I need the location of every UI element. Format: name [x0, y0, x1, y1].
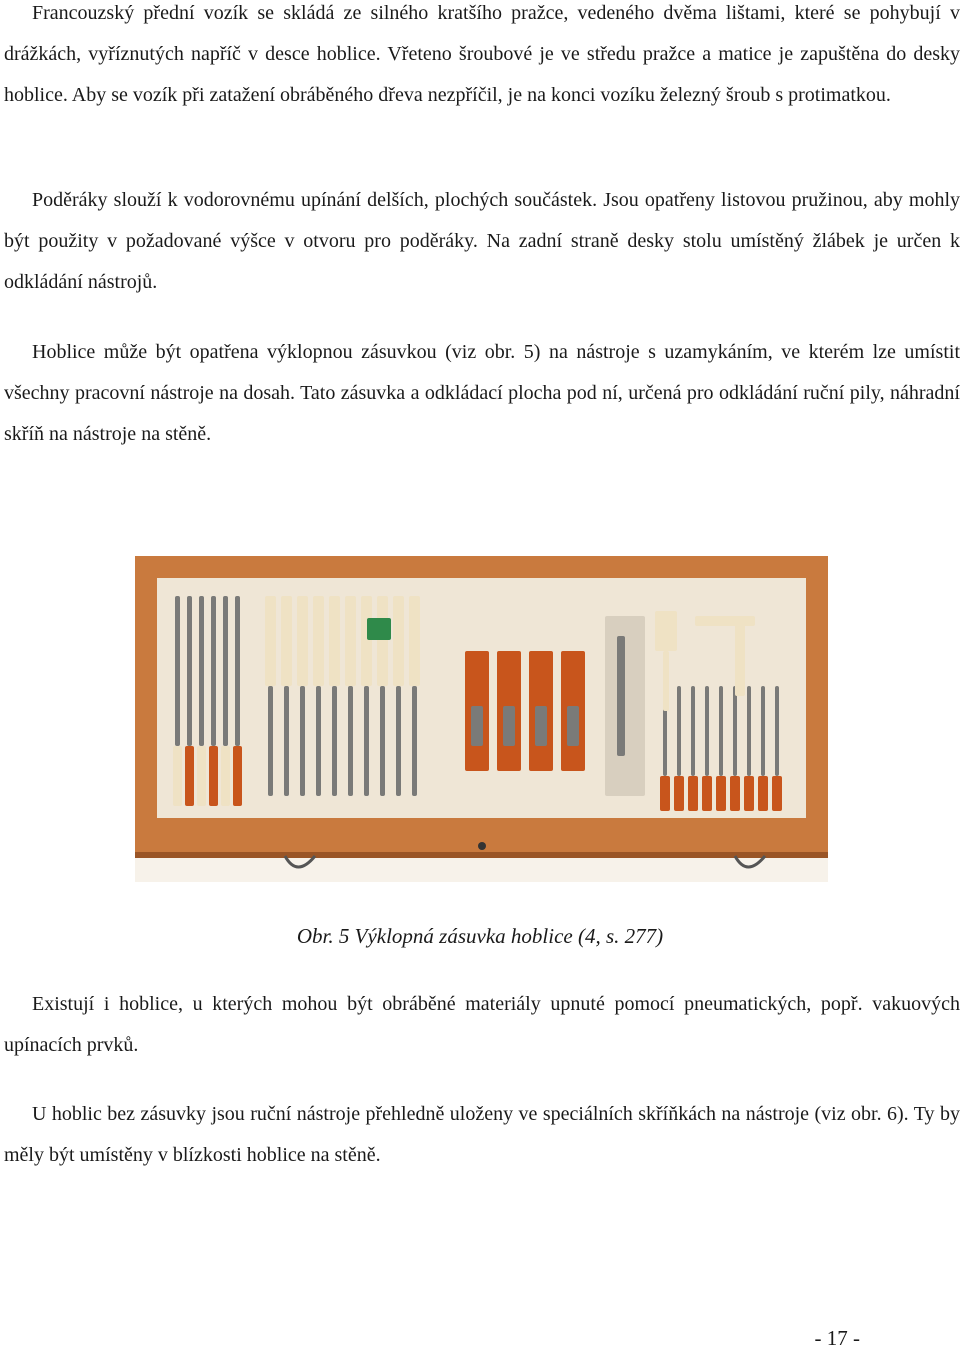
chisel-blade: [396, 686, 401, 796]
chisel-blade: [412, 686, 417, 796]
file-blade: [211, 596, 216, 746]
mallet-head: [655, 611, 677, 651]
screwdriver-shaft: [677, 686, 681, 776]
plane-iron: [535, 706, 547, 746]
screwdriver-handle: [660, 776, 670, 811]
screwdriver-shaft: [775, 686, 779, 776]
figure-tool-drawer-photo: [135, 556, 828, 882]
drawer-frame-right: [806, 556, 828, 856]
chisel-blade: [300, 686, 305, 796]
drawer-front-edge: [135, 852, 828, 858]
paragraph-front-vise: Francouzský přední vozík se skládá ze silného kratšího pražce, vedeného dvěma lištami, které se pohybují v drážkách, vyříznutých napříč v desce hoblice. Vřeteno šroubové je ve středu pražce a matice je zapuštěna do desky hoblice. Aby se vozík při zatažení obráběného dřeva nezpříčil, je na konci vozíku železný šroub s protimatkou.: [4, 2, 960, 106]
file-blade: [235, 596, 240, 746]
screwdriver-handle: [688, 776, 698, 811]
file-handle: [233, 746, 242, 806]
file-handle: [209, 746, 218, 806]
file-handle: [185, 746, 194, 806]
drawer-lock: [478, 842, 486, 850]
file-blade: [187, 596, 192, 746]
file-blade: [199, 596, 204, 746]
screwdriver-shaft: [733, 686, 737, 776]
chisel-handle: [409, 596, 420, 686]
file-handle: [221, 746, 230, 806]
figure-caption: Obr. 5 Výklopná zásuvka hoblice (4, s. 277): [296, 924, 664, 948]
marking-gauge: [617, 636, 625, 756]
plane-iron: [503, 706, 515, 746]
chisel-blade: [284, 686, 289, 796]
chisel-handle: [297, 596, 308, 686]
screwdriver-handle: [702, 776, 712, 811]
chisel-handle: [329, 596, 340, 686]
screwdriver-shaft: [719, 686, 723, 776]
chisel-blade: [380, 686, 385, 796]
file-blade: [223, 596, 228, 746]
screwdriver-shaft: [747, 686, 751, 776]
screwdriver-shaft: [691, 686, 695, 776]
chisel-handle: [345, 596, 356, 686]
screwdriver-handle: [730, 776, 740, 811]
chisel-blade: [348, 686, 353, 796]
drawer-frame-top: [135, 556, 828, 578]
chisel-handle: [313, 596, 324, 686]
chisel-blade: [316, 686, 321, 796]
screwdriver-handle: [772, 776, 782, 811]
chisel-blade: [364, 686, 369, 796]
chisel-handle: [393, 596, 404, 686]
screwdriver-handle: [758, 776, 768, 811]
page-number: - 17 -: [814, 1326, 860, 1350]
file-handle: [197, 746, 206, 806]
try-square-stock: [695, 616, 755, 626]
paragraph-tool-drawer: Hoblice může být opatřena výklopnou zásuvkou (viz obr. 5) na nástroje s uzamykáním, ve kterém lze umístit všechny pracovní nástroje na dosah. Tato zásuvka a odkládací plocha pod ní, určená pro odkládání ruční pily, náhradní skříň na nástroje na stěně.: [4, 341, 960, 445]
chisel-handle: [377, 596, 388, 686]
try-square-blade: [735, 616, 745, 696]
mallet-handle: [663, 651, 669, 711]
file-blade: [175, 596, 180, 746]
chisel-handle: [281, 596, 292, 686]
plane-iron: [567, 706, 579, 746]
chisel-handle: [265, 596, 276, 686]
screwdriver-shaft: [761, 686, 765, 776]
paragraph-bench-dogs: Poděráky slouží k vodorovnému upínání delších, plochých součástek. Jsou opatřeny listovou pružinou, aby mohly být použity v požadované výšce v otvoru pro poděráky. Na zadní straně desky stolu umístěný žlábek je určen k odkládání nástrojů.: [4, 189, 960, 293]
screwdriver-handle: [716, 776, 726, 811]
screwdriver-handle: [744, 776, 754, 811]
chisel-blade: [332, 686, 337, 796]
paragraph-tool-cabinets: U hoblic bez zásuvky jsou ruční nástroje přehledně uloženy ve speciálních skříňkách na nástroje (viz obr. 6). Ty by měly být umístěny v blízkosti hoblice na stěně.: [4, 1103, 960, 1166]
chisel-blade: [268, 686, 273, 796]
chisel-handle: [361, 596, 372, 686]
drawer-frame-left: [135, 556, 157, 856]
file-handle: [173, 746, 182, 806]
plane-iron: [471, 706, 483, 746]
brand-label: [367, 618, 391, 640]
screwdriver-handle: [674, 776, 684, 811]
drawer-illustration: [135, 556, 828, 882]
paragraph-pneumatic-benches: Existují i hoblice, u kterých mohou být obráběné materiály upnuté pomocí pneumatických, popř. vakuových upínacích prvků.: [4, 993, 960, 1056]
screwdriver-shaft: [705, 686, 709, 776]
